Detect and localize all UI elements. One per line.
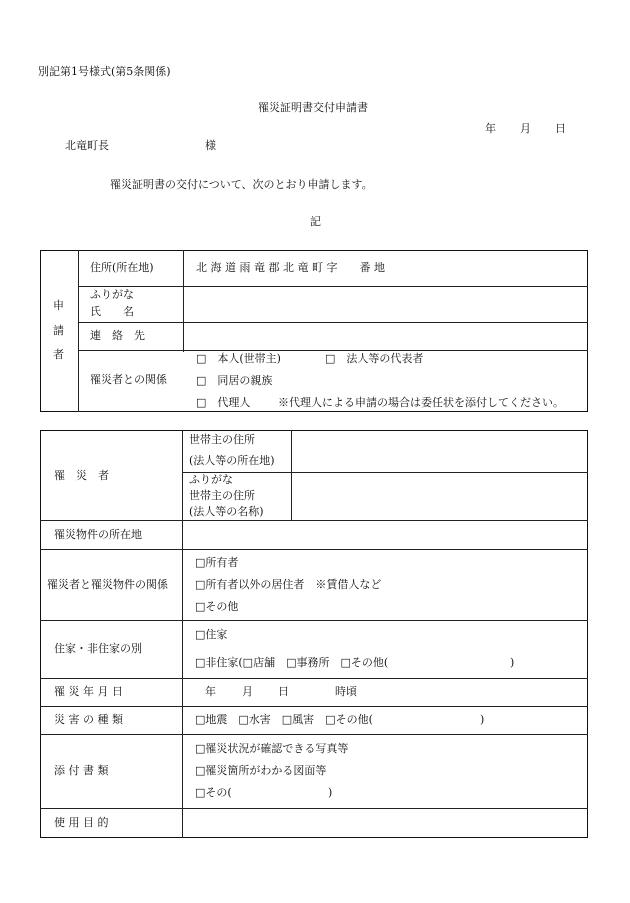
disaster-date-month: 月 (242, 685, 253, 698)
divider (78, 250, 79, 412)
form-title: 罹災証明書交付申請書 (258, 101, 368, 114)
divider (40, 620, 588, 621)
applicant-group-label: 申 (53, 299, 64, 312)
disaster-type-options[interactable]: □地震 □水害 □風害 □その他( (195, 713, 373, 726)
ki-mark: 記 (310, 215, 321, 228)
property-location-label: 罹災物件の所在地 (54, 528, 142, 541)
divider (78, 286, 588, 287)
victim-name-field[interactable] (293, 474, 586, 518)
address-label: 住所(所在地) (90, 261, 154, 274)
purpose-field[interactable] (184, 810, 586, 836)
victim-name-label: 世帯主の住所 (189, 489, 255, 502)
divider (78, 350, 588, 351)
dwelling-label: 住家・非住家の別 (54, 642, 142, 655)
victim-address-field[interactable] (293, 432, 586, 470)
applicant-group-label: 請 (53, 324, 64, 337)
divider (291, 430, 292, 520)
honorific: 様 (205, 139, 216, 152)
addressee: 北竜町長 (65, 139, 109, 152)
property-location-field[interactable] (184, 522, 586, 547)
attachment-close-paren: ) (328, 786, 333, 799)
option-corp-rep[interactable]: □ 法人等の代表者 (325, 352, 424, 365)
victim-name-furigana: ふりがな (189, 473, 233, 486)
contact-field[interactable] (185, 324, 585, 348)
divider (40, 706, 588, 707)
disaster-date-year: 年 (205, 685, 216, 698)
option-family[interactable]: □ 同居の親族 (196, 374, 273, 387)
disaster-date-hour: 時頃 (335, 685, 357, 698)
victim-label: 罹 災 者 (54, 469, 109, 482)
attachment-drawing-option[interactable]: □罹災箇所がわかる図面等 (195, 764, 327, 777)
divider (182, 472, 588, 473)
disaster-type-label: 災 害 の 種 類 (54, 713, 123, 726)
applicant-group-label: 者 (53, 348, 64, 361)
divider (182, 430, 183, 838)
victim-address-sublabel: (法人等の所在地) (189, 454, 275, 467)
disaster-type-close-paren: ) (480, 713, 485, 726)
attachment-photo-option[interactable]: □罹災状況が確認できる写真等 (195, 742, 349, 755)
divider (40, 808, 588, 809)
attachments-label: 添 付 書 類 (54, 764, 109, 777)
divider (40, 734, 588, 735)
divider (40, 520, 588, 521)
divider (40, 549, 588, 550)
option-agent[interactable]: □ 代理人 (196, 396, 251, 409)
purpose-label: 使 用 目 的 (54, 816, 109, 829)
date-month: 月 (520, 122, 531, 135)
date-day: 日 (555, 122, 566, 135)
disaster-date-label: 罹 災 年 月 日 (54, 685, 123, 698)
name-field[interactable] (185, 288, 585, 320)
attachment-other-option[interactable]: □その( (195, 786, 232, 799)
dwelling-nonhouse-option[interactable]: □非住家(□店舗 □事務所 □その他( (195, 656, 389, 669)
form-number: 別記第1号様式(第5条関係) (38, 65, 171, 78)
victim-name-sublabel: (法人等の名称) (189, 505, 264, 518)
intro-text: 罹災証明書の交付について、次のとおり申請します。 (110, 178, 373, 191)
relation-resident-option[interactable]: □所有者以外の居住者 ※賃借人など (195, 578, 382, 591)
divider (40, 678, 588, 679)
contact-label: 連 絡 先 (90, 329, 145, 342)
furigana-label: ふりがな (90, 288, 134, 301)
divider (78, 322, 588, 323)
agent-note: ※代理人による申請の場合は委任状を添付してください。 (278, 396, 564, 409)
option-self[interactable]: □ 本人(世帯主) (196, 352, 281, 365)
relation-owner-option[interactable]: □所有者 (195, 556, 239, 569)
divider (183, 250, 184, 352)
date-year: 年 (485, 122, 496, 135)
property-relation-label: 罹災者と罹災物件の関係 (47, 578, 168, 591)
victim-address-label: 世帯主の住所 (189, 433, 255, 446)
dwelling-close-paren: ) (510, 656, 515, 669)
disaster-date-day: 日 (278, 685, 289, 698)
relation-label: 罹災者との関係 (90, 373, 167, 386)
relation-other-option[interactable]: □その他 (195, 600, 239, 613)
dwelling-house-option[interactable]: □住家 (195, 628, 228, 641)
name-label: 氏 名 (90, 305, 134, 318)
address-value[interactable]: 北 海 道 雨 竜 郡 北 竜 町 字 番 地 (196, 261, 385, 274)
